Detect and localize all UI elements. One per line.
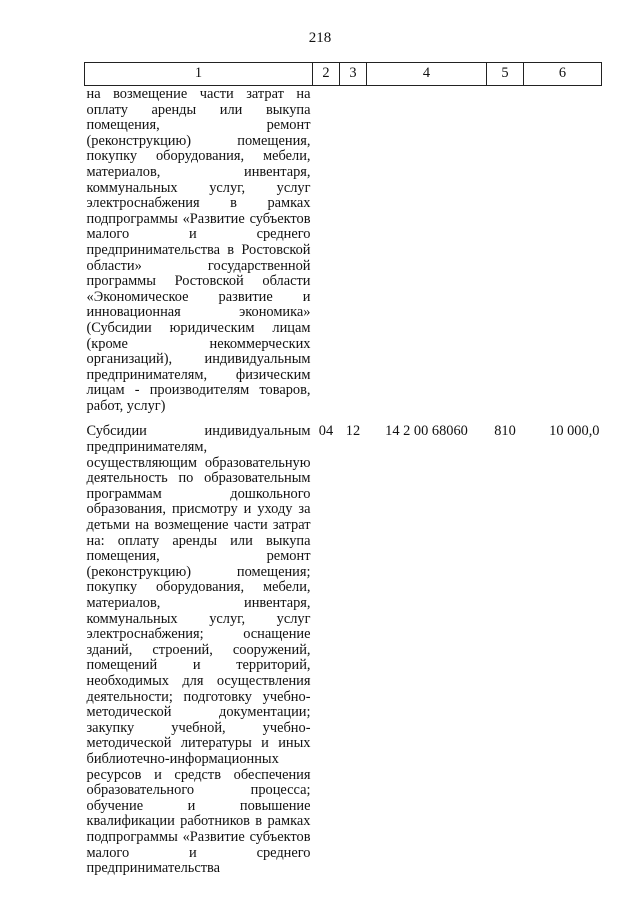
row-subsection: 12 bbox=[345, 423, 361, 440]
row-amount bbox=[524, 86, 602, 423]
row-subsection bbox=[340, 86, 367, 423]
header-col-2: 2 bbox=[313, 63, 340, 86]
row-target-article bbox=[367, 86, 487, 423]
row-description: на возмещение части затрат на оплату аренды или выкупа помещения, ремонт (реконструкцию) помещения, покупку оборудования, мебели, материалов, инвентаря, коммунальных услуг, услуг электроснабжения в рамках подпрограммы «Развитие субъектов малого и среднего предпринимательства в Ростовской области» государственной программы Ростовской области «Экономическое развитие и инновационная экономика» (Субсидии юридическим лицам (кроме некоммерческих организаций), индивидуальным предпринимателям, физическим лицам - производителям товаров, работ, услуг) bbox=[86, 86, 311, 414]
row-expense-type bbox=[487, 86, 524, 423]
header-col-5: 5 bbox=[487, 63, 524, 86]
header-col-3: 3 bbox=[340, 63, 367, 86]
page-number: 218 bbox=[308, 30, 332, 46]
row-section: 04 bbox=[318, 423, 334, 440]
row-expense-type: 810 bbox=[494, 423, 516, 440]
row-amount: 10 000,0 bbox=[549, 423, 600, 440]
budget-table bbox=[84, 62, 602, 877]
table-row bbox=[85, 86, 602, 423]
table-row bbox=[85, 422, 602, 876]
row-target-article: 14 2 00 68060 bbox=[385, 423, 468, 440]
header-col-1: 1 bbox=[85, 63, 313, 86]
header-col-4: 4 bbox=[367, 63, 487, 86]
row-section bbox=[313, 86, 340, 423]
header-col-6: 6 bbox=[524, 63, 602, 86]
row-description: Субсидии индивидуальным предпринимателям, осуществляющим образовательную деятельность по образовательным программам дошкольного образования, присмотру и уходу за детьми на возмещение части затрат на: оплату аренды или выкупа помещения, ремонт (реконструкцию) помещения; покупку оборудования, мебели, материалов, инвентаря, коммунальных услуг, услуг электроснабжения; оснащение зданий, строений, сооружений, помещений и территорий, необходимых для осуществления деятельности; подготовку учебно-методической документации; закупку учебной, учебно-методической литературы и иных библиотечно-информационных ресурсов и средств обеспечения образовательного процесса; обучение и повышение квалификации работников в рамках подпрограммы «Развитие субъектов малого и среднего предпринимательства bbox=[86, 423, 311, 877]
header-row bbox=[85, 63, 602, 86]
